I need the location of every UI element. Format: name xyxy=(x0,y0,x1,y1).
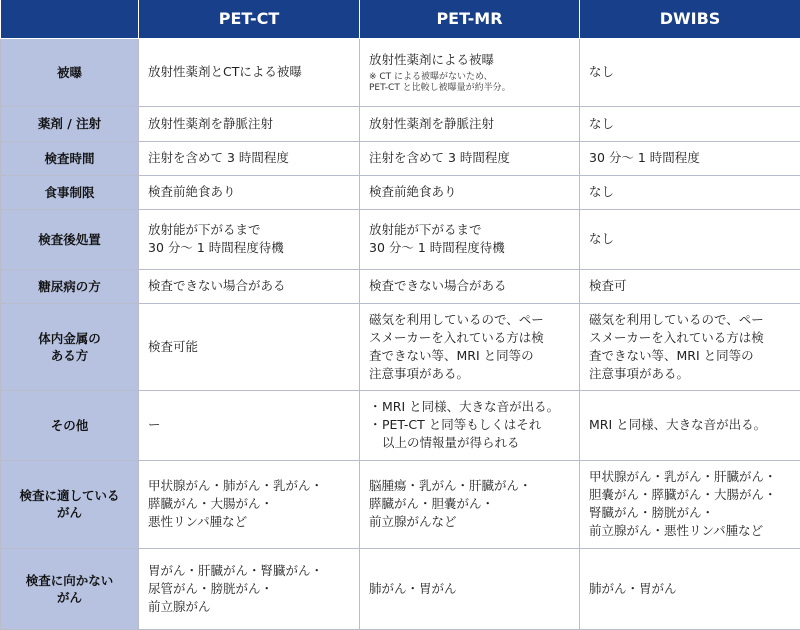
row-label: 糖尿病の方 xyxy=(1,269,139,303)
cell-dwibs: 検査可 xyxy=(580,269,800,303)
cell-petct: 注射を含めて 3 時間程度 xyxy=(139,141,360,175)
cell-dwibs: MRI と同様、大きな音が出る。 xyxy=(580,390,800,460)
list-item: ・ PET-CT と同等もしくはそれ 以上の情報量が得られる xyxy=(369,416,570,452)
cell-petmr xyxy=(360,38,580,106)
table-row xyxy=(1,175,800,209)
row-label: 薬剤 / 注射 xyxy=(1,106,139,141)
table-row xyxy=(1,460,800,548)
cell-petct: 検査可能 xyxy=(139,303,360,390)
table-row xyxy=(1,106,800,141)
table-row xyxy=(1,38,800,106)
cell-petmr: 肺がん・胃がん xyxy=(360,548,580,629)
cell-petct: 放射性薬剤を静脈注射 xyxy=(139,106,360,141)
cell-petmr: 放射性薬剤を静脈注射 xyxy=(360,106,580,141)
list-item: ・ MRI と同様、大きな音が出る。 xyxy=(369,398,570,416)
row-label: 被曝 xyxy=(1,38,139,106)
cell-petmr: 脳腫瘍・乳がん・肝臓がん・ 膵臓がん・胆嚢がん・ 前立腺がんなど xyxy=(360,460,580,548)
cell-dwibs: なし xyxy=(580,175,800,209)
cell-dwibs: 甲状腺がん・乳がん・肝臓がん・ 胆嚢がん・膵臓がん・大腸がん・ 腎臓がん・膀胱がん・ 前立腺がん・悪性リンパ腫など xyxy=(580,460,800,548)
cell-dwibs: 磁気を利用しているので、ペー スメーカーを入れている方は検 査できない等、MRI と同等の 注意事項がある。 xyxy=(580,303,800,390)
cell-petmr: 検査できない場合がある xyxy=(360,269,580,303)
row-label: その他 xyxy=(1,390,139,460)
table-row xyxy=(1,209,800,269)
header-corner xyxy=(1,0,139,38)
cell-petmr: 検査前絶食あり xyxy=(360,175,580,209)
row-label: 検査時間 xyxy=(1,141,139,175)
cell-petct: ー xyxy=(139,390,360,460)
table-row xyxy=(1,303,800,390)
cell-dwibs: なし xyxy=(580,209,800,269)
cell-petct: 放射性薬剤とCTによる被曝 xyxy=(139,38,360,106)
cell-dwibs: なし xyxy=(580,106,800,141)
row-label: 食事制限 xyxy=(1,175,139,209)
cell-petct: 甲状腺がん・肺がん・乳がん・ 膵臓がん・大腸がん・ 悪性リンパ腫など xyxy=(139,460,360,548)
header-row xyxy=(1,0,800,38)
cell-petmr-note: ※ CT による被曝がないため、 PET-CT と比較し被曝量が約半分。 xyxy=(369,72,570,94)
table-row xyxy=(1,141,800,175)
header-dwibs: DWIBS xyxy=(580,0,800,38)
cell-dwibs: 肺がん・胃がん xyxy=(580,548,800,629)
cell-petmr: 注射を含めて 3 時間程度 xyxy=(360,141,580,175)
table-row xyxy=(1,548,800,629)
cell-petmr xyxy=(360,390,580,460)
header-petmr: PET-MR xyxy=(360,0,580,38)
table-row xyxy=(1,390,800,460)
row-label: 検査に適している がん xyxy=(1,460,139,548)
cell-petmr-list xyxy=(369,398,570,452)
row-label: 検査後処置 xyxy=(1,209,139,269)
row-label: 体内金属の ある方 xyxy=(1,303,139,390)
cell-dwibs: 30 分～ 1 時間程度 xyxy=(580,141,800,175)
cell-dwibs: なし xyxy=(580,38,800,106)
cell-petmr: 放射能が下がるまで 30 分～ 1 時間程度待機 xyxy=(360,209,580,269)
cell-petct: 検査できない場合がある xyxy=(139,269,360,303)
cell-petmr-text: 放射性薬剤による被曝 xyxy=(369,51,570,69)
header-petct: PET-CT xyxy=(139,0,360,38)
cell-petmr: 磁気を利用しているので、ペー スメーカーを入れている方は検 査できない等、MRI と同等の 注意事項がある。 xyxy=(360,303,580,390)
row-label: 検査に向かない がん xyxy=(1,548,139,629)
table-row xyxy=(1,269,800,303)
cell-petct: 胃がん・肝臓がん・腎臓がん・ 尿管がん・膀胱がん・ 前立腺がん xyxy=(139,548,360,629)
cell-petct: 放射能が下がるまで 30 分～ 1 時間程度待機 xyxy=(139,209,360,269)
cell-petct: 検査前絶食あり xyxy=(139,175,360,209)
